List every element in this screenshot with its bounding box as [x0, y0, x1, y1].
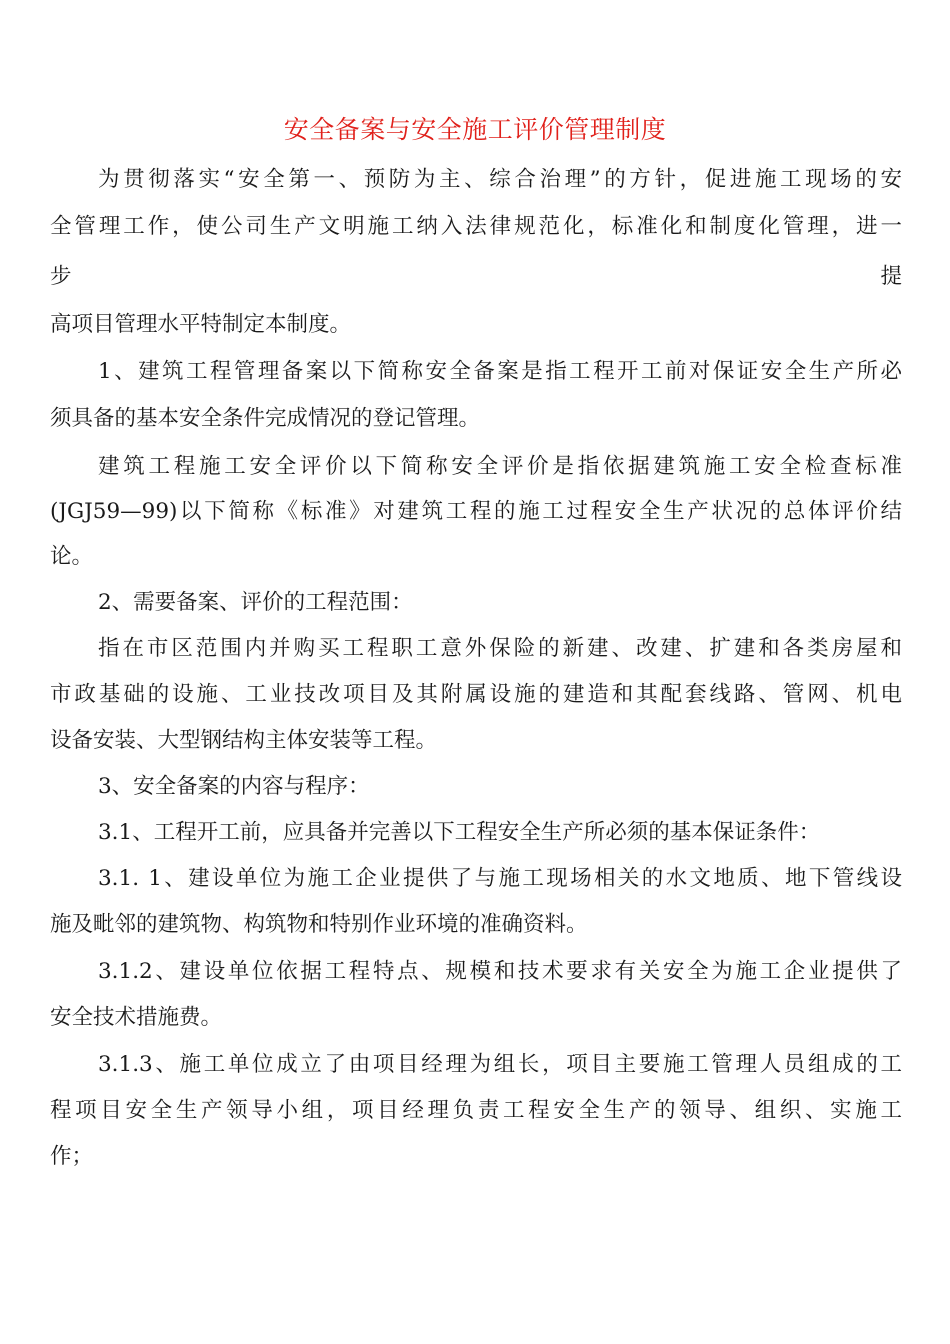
text-line-split [50, 262, 902, 292]
text-line: 为贯彻落实“安全第一、预防为主、综合治理”的方针，促进施工现场的安 [98, 167, 902, 192]
text-line: 施及毗邻的建筑物、构筑物和特别作业环境的准确资料。 [50, 912, 588, 937]
text-line: 3.1.3、施工单位成立了由项目经理为组长，项目主要施工管理人员组成的工 [98, 1052, 902, 1077]
text-line: 作； [50, 1144, 94, 1169]
document-title: 安全备案与安全施工评价管理制度 [283, 115, 667, 144]
text-line: 论。 [50, 544, 94, 569]
text-line: 1、建筑工程管理备案以下简称安全备案是指工程开工前对保证安全生产所必 [98, 359, 902, 384]
text-line: 3.1、工程开工前，应具备并完善以下工程安全生产所必须的基本保证条件： [98, 820, 821, 845]
text-line: 建筑工程施工安全评价以下简称安全评价是指依据建筑施工安全检查标准 [98, 454, 902, 479]
text-line: 全管理工作，使公司生产文明施工纳入法律规范化，标准化和制度化管理，进一 [50, 214, 902, 239]
text-fragment: 步 [50, 264, 72, 289]
text-line: 安全技术措施费。 [50, 1005, 223, 1030]
text-line: (JGJ59—99)以下简称《标准》对建筑工程的施工过程安全生产状况的总体评价结 [50, 499, 902, 524]
text-line: 程项目安全生产领导小组，项目经理负责工程安全生产的领导、组织、实施工 [50, 1098, 902, 1123]
text-line: 指在市区范围内并购买工程职工意外保险的新建、改建、扩建和各类房屋和 [98, 636, 902, 661]
text-line: 须具备的基本安全条件完成情况的登记管理。 [50, 406, 481, 431]
text-line: 2、需要备案、评价的工程范围： [98, 590, 413, 615]
text-line: 3.1.2、建设单位依据工程特点、规模和技术要求有关安全为施工企业提供了 [98, 959, 902, 984]
text-fragment: 提 [880, 264, 902, 289]
text-line: 高项目管理水平特制定本制度。 [50, 312, 352, 337]
text-line: 3、安全备案的内容与程序： [98, 774, 370, 799]
text-line: 市政基础的设施、工业技改项目及其附属设施的建造和其配套线路、管网、机电 [50, 682, 902, 707]
text-line: 3.1. 1、建设单位为施工企业提供了与施工现场相关的水文地质、地下管线设 [98, 866, 902, 891]
text-line: 设备安装、大型钢结构主体安装等工程。 [50, 728, 438, 753]
